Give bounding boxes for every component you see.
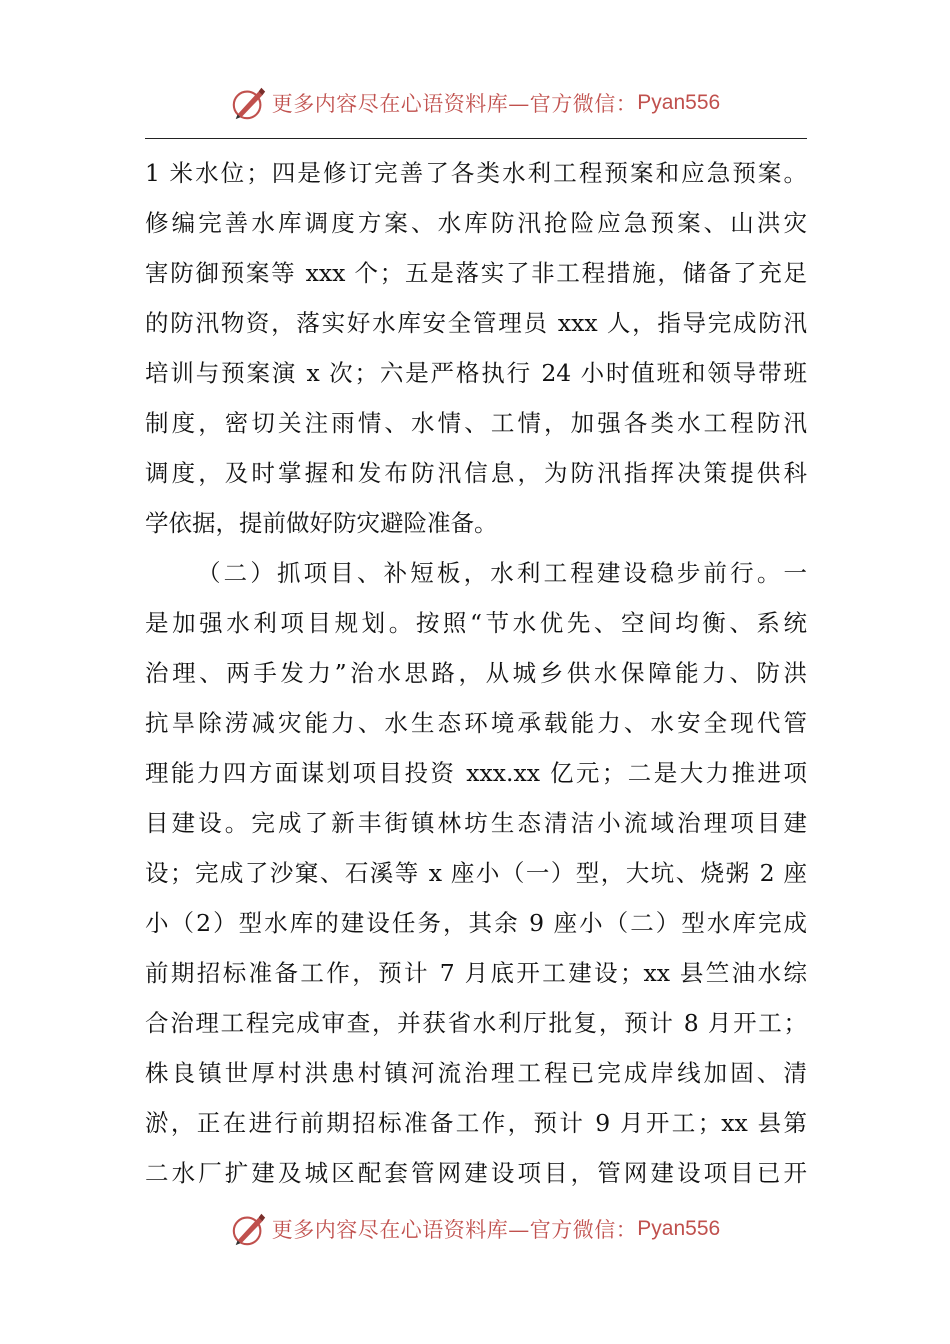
- text-line: 的防汛物资，落实好水库安全管理员 xxx 人，指导完成防汛: [145, 309, 807, 337]
- page-footer-banner: [0, 1204, 950, 1254]
- text-line: 合治理工程完成审查，并获省水利厅批复，预计 8 月开工；: [145, 1009, 807, 1037]
- paragraph-heading-line: （二）抓项目、补短板，水利工程建设稳步前行。一: [197, 559, 807, 587]
- text-line: 淤，正在进行前期招标准备工作，预计 9 月开工；xx 县第: [145, 1109, 807, 1137]
- text-line: 小（2）型水库的建设任务，其余 9 座小（二）型水库完成: [145, 909, 807, 937]
- header-divider: [145, 138, 807, 139]
- text-line: 理能力四方面谋划项目投资 xxx.xx 亿元；二是大力推进项: [145, 759, 807, 787]
- text-line: 是加强水利项目规划。按照“节水优先、空间均衡、系统: [145, 609, 807, 637]
- text-line: 学依据，提前做好防灾避险准备。: [145, 509, 498, 537]
- text-line: 害防御预案等 xxx 个；五是落实了非工程措施，储备了充足: [145, 259, 807, 287]
- text-line: 培训与预案演 x 次；六是严格执行 24 小时值班和领导带班: [145, 359, 807, 387]
- text-line: 株良镇世厚村洪患村镇河流治理工程已完成岸线加固、清: [145, 1059, 807, 1087]
- text-line: 二水厂扩建及城区配套管网建设项目，管网建设项目已开: [145, 1159, 807, 1187]
- document-body: [145, 148, 807, 1198]
- text-line: 调度，及时掌握和发布防汛信息，为防汛指挥决策提供科: [145, 459, 807, 487]
- text-line: 设；完成了沙窠、石溪等 x 座小（一）型，大坑、烧粥 2 座: [145, 859, 807, 887]
- header-wechat-id: Pyan556: [637, 91, 721, 114]
- pen-logo-icon: [230, 84, 268, 122]
- footer-banner-text: 更多内容尽在心语资料库—官方微信：: [271, 1218, 638, 1242]
- header-banner-text: 更多内容尽在心语资料库—官方微信：: [271, 92, 638, 116]
- text-line: 抗旱除涝减灾能力、水生态环境承载能力、水安全现代管: [145, 709, 807, 737]
- text-line: 1 米水位；四是修订完善了各类水利工程预案和应急预案。: [145, 159, 807, 187]
- text-line: 目建设。完成了新丰街镇林坊生态清洁小流域治理项目建: [145, 809, 807, 837]
- page-header-banner: [0, 78, 950, 128]
- text-line: 治理、两手发力”治水思路，从城乡供水保障能力、防洪: [145, 659, 807, 687]
- footer-wechat-id: Pyan556: [637, 1217, 721, 1240]
- pen-logo-icon: [230, 1210, 268, 1248]
- text-line: 前期招标准备工作，预计 7 月底开工建设；xx 县竺油水综: [145, 959, 807, 987]
- text-line: 制度，密切关注雨情、水情、工情，加强各类水工程防汛: [145, 409, 807, 437]
- text-line: 修编完善水库调度方案、水库防汛抢险应急预案、山洪灾: [145, 209, 807, 237]
